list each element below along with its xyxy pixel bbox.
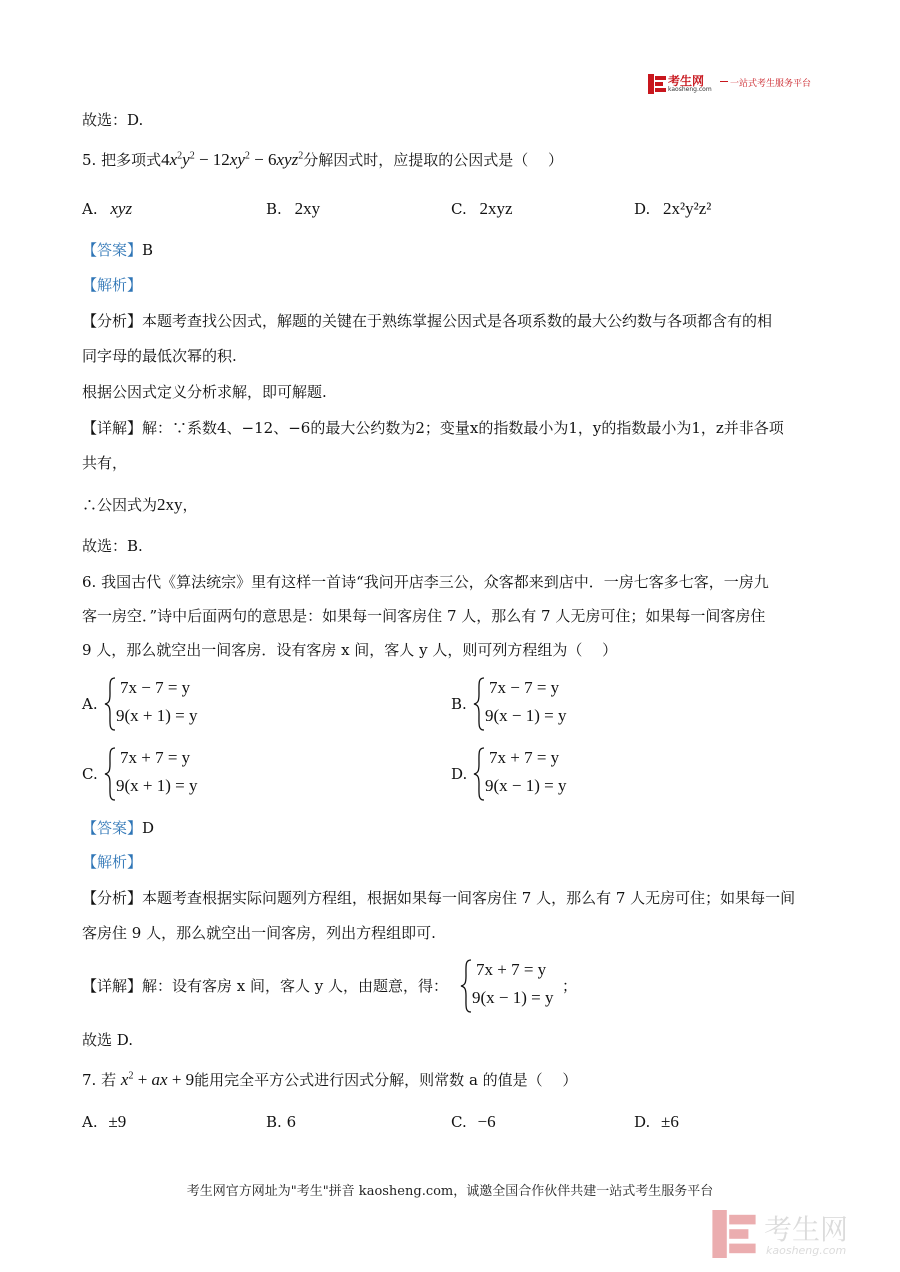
q7-option-b	[266, 1112, 296, 1132]
q5-conclusion: 故选：B.	[82, 537, 143, 555]
q6-option-c-label: C.	[82, 765, 98, 783]
left-brace-icon	[460, 958, 472, 1014]
left-brace-icon	[104, 746, 116, 802]
q7-option-c	[451, 1112, 496, 1132]
q6-option-a-eq1: 7x − 7 = y	[120, 678, 191, 697]
q5-option-a	[82, 199, 132, 219]
q6-xiangjie-text: 解：设有客房 x 间，客人 y 人，由题意，得：	[142, 977, 449, 995]
q6-option-a-label: A.	[82, 695, 98, 713]
watermark-domain: kaosheng.com	[766, 1244, 847, 1257]
q5-polynomial: $4x^2y^2 - 12xy^2 - 6xyz^2$	[161, 150, 304, 169]
q5-option-b-value: 2xy	[294, 199, 321, 218]
q5-stem	[82, 150, 563, 170]
q6-fenxi-line2: 客房住 9 人，那么就空出一间客房，列出方程组即可.	[82, 924, 436, 942]
q6-answer	[82, 818, 154, 838]
q7-option-d-value: ±6	[661, 1112, 679, 1131]
header-logo-domain: kaosheng.com	[668, 86, 712, 93]
q6-option-d-eq2: 9(x − 1) = y	[485, 776, 567, 795]
q5-option-c-label: C.	[451, 200, 467, 218]
q5-xiangjie-text1: 解：∵系数4、−12、−6的最大公约数为2；变量x的指数最小为1，y的指数最小为1，z并非各项	[142, 419, 784, 437]
q6-option-b-eq2: 9(x − 1) = y	[485, 706, 567, 725]
q6-fenxi-line1	[82, 888, 795, 908]
q5-answer-value: B	[142, 241, 154, 259]
q5-xiangjie-line2: 共有，	[82, 454, 128, 472]
q7-option-b-value: 6	[286, 1113, 297, 1131]
q5-number: 5.	[82, 151, 97, 169]
header-logo	[648, 72, 818, 96]
q7-option-c-value: −6	[477, 1112, 496, 1131]
q6-xiangjie-lead	[82, 976, 448, 996]
header-slogan: 一站式考生服务平台	[730, 79, 812, 89]
q7-option-d-label: D.	[634, 1113, 651, 1131]
q6-xiangjie	[82, 958, 682, 1014]
q5-option-c-value: 2xyz	[479, 199, 513, 218]
q6-option-d	[451, 746, 751, 802]
left-brace-icon	[104, 676, 116, 732]
q5-therefore-suffix: ，	[182, 496, 198, 514]
q6-answer-value: D	[142, 819, 155, 837]
q7-option-a-label: A.	[82, 1113, 98, 1131]
q6-xiangjie-eq1: 7x + 7 = y	[476, 960, 547, 979]
q6-option-b-label: B.	[451, 695, 467, 713]
q7-option-a	[82, 1112, 126, 1132]
q5-fenxi-line2: 同字母的最低次幂的积.	[82, 347, 237, 365]
q5-answer	[82, 240, 153, 260]
kaosheng-logo-icon	[712, 1210, 756, 1258]
q6-option-a-eq2: 9(x + 1) = y	[116, 706, 198, 725]
q6-option-a	[82, 676, 382, 732]
q5-method: 根据公因式定义分析求解，即可解题.	[82, 383, 327, 401]
q6-stem-line1	[82, 572, 769, 592]
q5-therefore-prefix: ∴公因式为	[82, 496, 158, 514]
q5-therefore	[82, 495, 198, 515]
q6-stem-line2: 客一房空．”诗中后面两句的意思是：如果每一间客房住 7 人，那么有 7 人无房可住；如果每一间客房住	[82, 607, 766, 625]
left-brace-icon	[473, 746, 485, 802]
q5-option-c	[451, 199, 513, 219]
q6-xiangjie-end: ；	[562, 977, 578, 995]
q7-option-a-value: ±9	[108, 1112, 127, 1131]
q5-option-b	[266, 199, 320, 219]
q6-number: 6.	[82, 573, 97, 591]
q6-stem-text1: 我国古代《算法统宗》里有这样一首诗“我问开店李三公，众客都来到店中．一房七客多七客，一房九	[101, 573, 769, 591]
q6-option-d-label: D.	[451, 765, 468, 783]
q7-stem	[82, 1070, 577, 1090]
q6-analysis-tag: 【解析】	[82, 853, 143, 871]
header-logo-name: 考生网	[668, 74, 705, 88]
q6-fenxi-text1: 本题考查根据实际问题列方程组，根据如果每一间客房住 7 人，那么有 7 人无房可住；如果每一间	[142, 889, 796, 907]
q5-fenxi-tag: 【分析】	[82, 312, 143, 330]
q5-xiangjie-tag: 【详解】	[82, 419, 143, 437]
q5-option-d-value: 2x²y²z²	[663, 199, 712, 218]
q5-analysis-tag: 【解析】	[82, 276, 143, 294]
q5-answer-tag: 【答案】	[82, 241, 143, 259]
q5-xiangjie-line1	[82, 418, 784, 438]
q7-option-c-label: C.	[451, 1113, 467, 1131]
q5-option-d	[634, 199, 711, 219]
q7-stem-after: 能用完全平方公式进行因式分解，则常数 a 的值是（ ）	[194, 1071, 578, 1089]
q6-stem-line3: 9 人，那么就空出一间客房．设有客房 x 间，客人 y 人，则可列方程组为（ ）	[82, 641, 618, 659]
q5-option-a-label: A.	[82, 200, 98, 218]
q6-xiangjie-tag: 【详解】	[82, 977, 143, 995]
q6-fenxi-tag: 【分析】	[82, 889, 143, 907]
q7-expression: $x^2$ + ax + 9	[120, 1070, 195, 1089]
q6-option-c-eq2: 9(x + 1) = y	[116, 776, 198, 795]
q5-fenxi-line1	[82, 311, 772, 331]
q5-stem-before: 把多项式	[101, 151, 162, 169]
kaosheng-logo-icon	[648, 74, 666, 94]
q5-fenxi-text1: 本题考查找公因式，解题的关键在于熟练掌握公因式是各项系数的最大公约数与各项都含有的相	[142, 312, 773, 330]
q6-conclusion: 故选 D.	[82, 1031, 134, 1049]
q7-option-b-label: B.	[266, 1113, 282, 1131]
q5-option-d-label: D.	[634, 200, 651, 218]
watermark-logo	[712, 1208, 892, 1260]
q7-stem-before: 若	[101, 1071, 117, 1089]
q6-option-b	[451, 676, 751, 732]
q6-xiangjie-eq2: 9(x − 1) = y	[472, 988, 554, 1007]
q5-stem-after: 分解因式时，应提取的公因式是（ ）	[303, 151, 563, 169]
q7-number: 7.	[82, 1071, 97, 1089]
q6-option-d-eq1: 7x + 7 = y	[489, 748, 560, 767]
q4-conclusion: 故选：D.	[82, 111, 144, 129]
q5-option-a-value: xyz	[110, 199, 133, 218]
q5-therefore-value: 2xy	[157, 495, 183, 514]
watermark-name: 考生网	[764, 1213, 849, 1246]
q6-option-c-eq1: 7x + 7 = y	[120, 748, 191, 767]
q7-option-d	[634, 1112, 679, 1132]
q6-answer-tag: 【答案】	[82, 819, 143, 837]
q5-option-b-label: B.	[266, 200, 282, 218]
q6-option-c	[82, 746, 382, 802]
footer-text: 考生网官方网址为"考生"拼音 kaosheng.com，诚邀全国合作伙伴共建一站式考生服务平台	[186, 1184, 714, 1199]
header-slogan-dash	[720, 81, 728, 82]
q6-option-b-eq1: 7x − 7 = y	[489, 678, 560, 697]
left-brace-icon	[473, 676, 485, 732]
